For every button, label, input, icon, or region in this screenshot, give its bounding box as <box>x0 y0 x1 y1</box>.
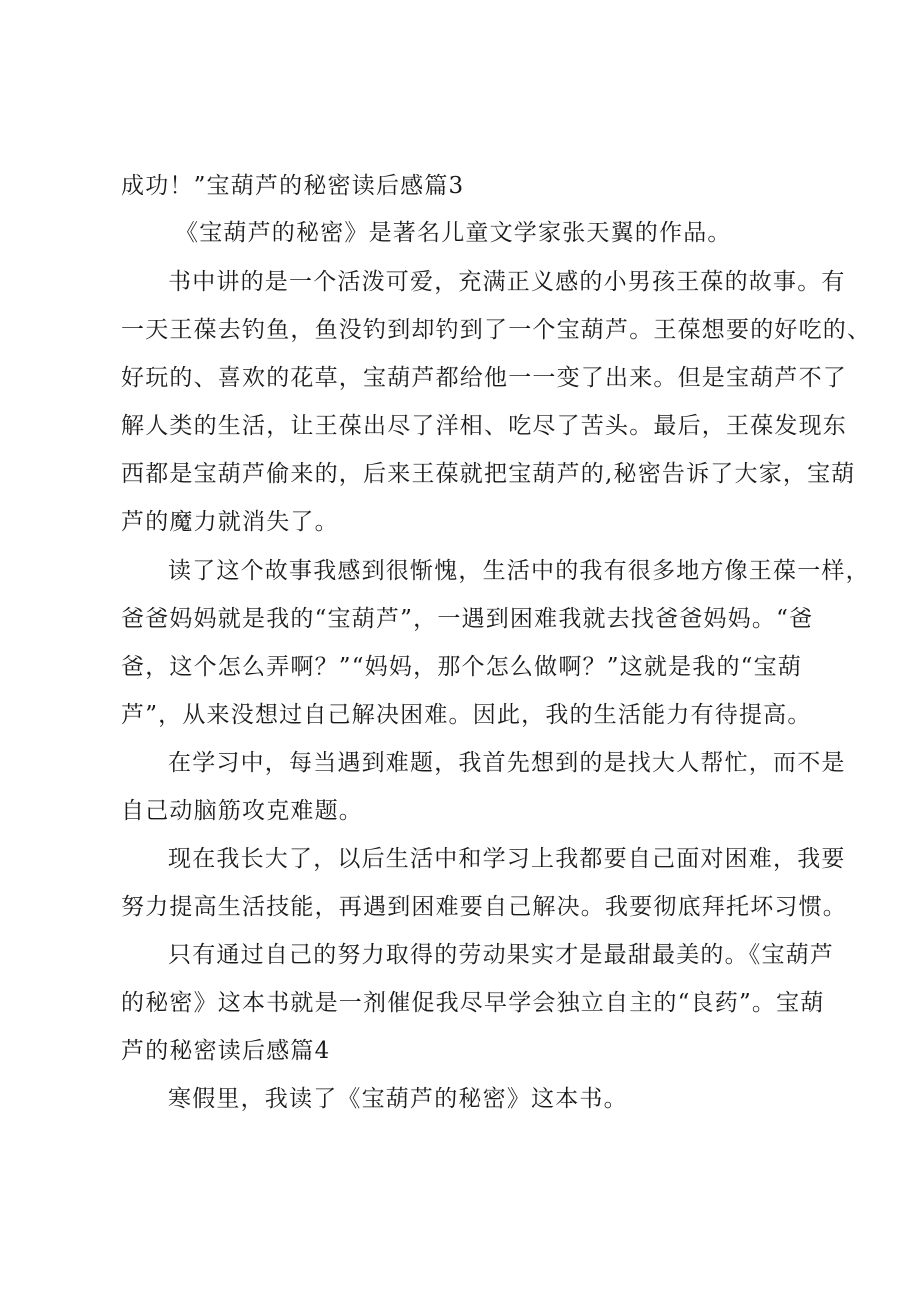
text-line: 自己动脑筋攻克难题。 <box>121 798 363 824</box>
text-line: 一天王葆去钓鱼，鱼没钓到却钓到了一个宝葫芦。王葆想要的好吃的、 <box>121 317 872 343</box>
text-line: 好玩的、喜欢的花草，宝葫芦都给他一一变了出来。但是宝葫芦不了 <box>121 365 847 391</box>
text-line: 努力提高生活技能，再遇到困难要自己解决。我要彻底拜托坏习惯。 <box>121 894 847 920</box>
text-line: 书中讲的是一个活泼可爱，充满正义感的小男孩王葆的故事。有 <box>168 269 846 295</box>
text-line: 在学习中，每当遇到难题，我首先想到的是找大人帮忙，而不是 <box>168 750 846 776</box>
text-line: 《宝葫芦的秘密》是著名儿童文学家张天翼的作品。 <box>175 220 732 246</box>
text-line: 爸爸妈妈就是我的“宝葫芦”，一遇到困难我就去找爸爸妈妈。“爸 <box>121 606 814 632</box>
text-line: 现在我长大了，以后生活中和学习上我都要自己面对困难，我要 <box>168 846 846 872</box>
text-line: 只有通过自己的努力取得的劳动果实才是最甜最美的。《宝葫芦 <box>168 942 835 968</box>
text-line: 寒假里，我读了《宝葫芦的秘密》这本书。 <box>168 1086 628 1112</box>
text-line: 的秘密》这本书就是一剂催促我尽早学会独立自主的“良药”。宝葫 <box>121 990 825 1016</box>
text-line: 芦的秘密读后感篇4 <box>121 1038 331 1064</box>
text-line: 成功！”宝葫芦的秘密读后感篇3 <box>121 173 465 199</box>
text-line: 读了这个故事我感到很惭愧，生活中的我有很多地方像王葆一样， <box>168 558 870 584</box>
text-line: 芦的魔力就消失了。 <box>121 509 339 535</box>
text-line: 爸，这个怎么弄啊？”“妈妈，那个怎么做啊？”这就是我的“宝葫 <box>121 654 803 680</box>
text-line: 芦”，从来没想过自己解决困难。因此，我的生活能力有待提高。 <box>121 702 812 728</box>
text-line: 西都是宝葫芦偷来的，后来王葆就把宝葫芦的,秘密告诉了大家，宝葫 <box>121 461 856 487</box>
text-line: 解人类的生活，让王葆出尽了洋相、吃尽了苦头。最后，王葆发现东 <box>121 413 847 439</box>
